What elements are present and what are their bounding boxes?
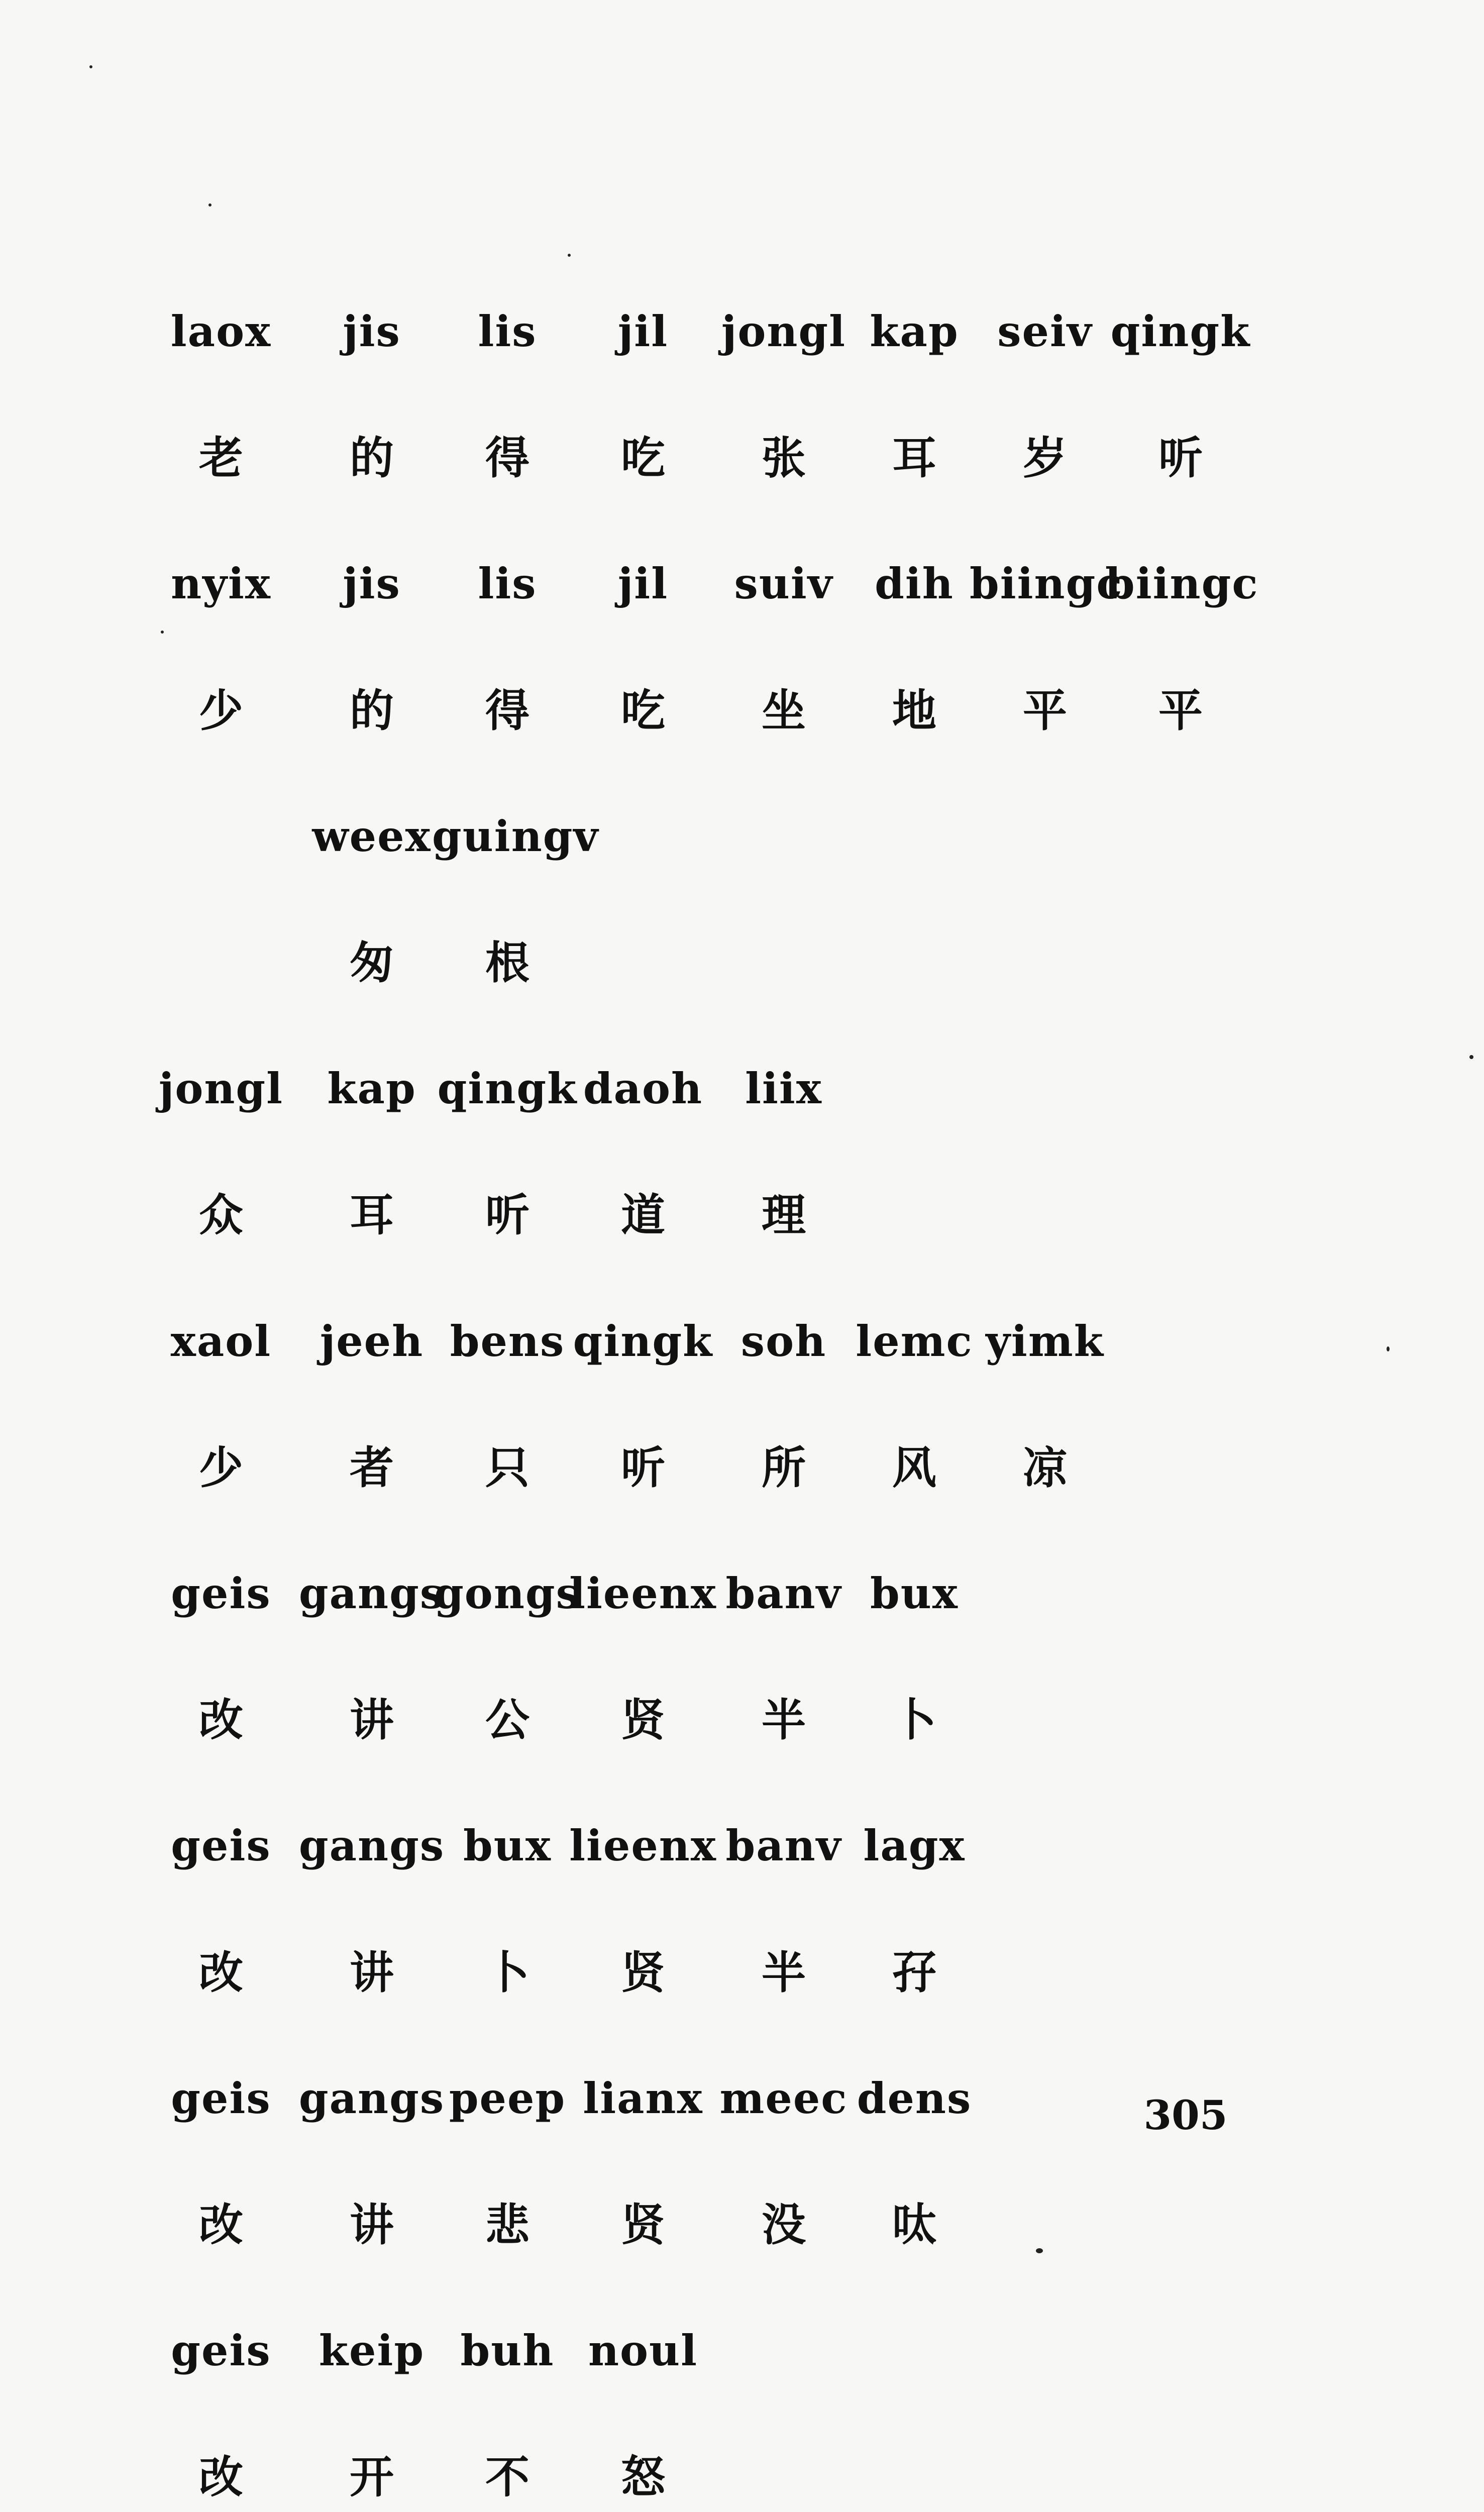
romanized-word: qingk <box>437 1064 578 1114</box>
hanzi-character: 少 <box>198 1441 243 1494</box>
hanzi-gloss-line <box>0 428 1484 488</box>
scan-speck <box>1469 1055 1473 1059</box>
hanzi-character: 平 <box>1022 684 1067 737</box>
hanzi-character: 讲 <box>349 1694 394 1746</box>
romanized-word: banv <box>725 1568 842 1618</box>
romanized-word: nyix <box>171 559 271 609</box>
hanzi-gloss-line <box>0 1185 1484 1245</box>
romanized-word: kap <box>327 1064 416 1114</box>
hanzi-character: 得 <box>485 432 529 484</box>
hanzi-character: 开 <box>349 2451 394 2503</box>
hanzi-character: 岁 <box>1022 432 1067 484</box>
romanized-word: laox <box>170 306 272 356</box>
romanized-word: gangs <box>298 1568 445 1618</box>
hanzi-character: 卜 <box>485 1946 529 1999</box>
romanized-word: jil <box>617 306 669 356</box>
romanized-word: jeeh <box>320 1316 424 1366</box>
romanized-word: gangs <box>298 1821 445 1871</box>
hanzi-character: 吃 <box>620 432 665 484</box>
romanized-word: qingk <box>1110 306 1251 356</box>
hanzi-gloss-line <box>0 1942 1484 2003</box>
romanized-word: bux <box>870 1568 959 1618</box>
hanzi-character: 老 <box>198 432 243 484</box>
romanized-word: jil <box>617 559 669 609</box>
romanized-word: dens <box>857 2073 972 2123</box>
hanzi-character: 听 <box>1158 432 1203 484</box>
hanzi-character: 贤 <box>620 1946 665 1999</box>
scan-speck <box>568 254 571 257</box>
hanzi-character: 耳 <box>349 1189 394 1241</box>
hanzi-character: 得 <box>485 684 529 737</box>
hanzi-gloss-line <box>0 2194 1484 2255</box>
hanzi-character: 半 <box>761 1946 806 1999</box>
scan-speck <box>161 631 164 634</box>
hanzi-character: 不 <box>485 2451 529 2503</box>
hanzi-character: 改 <box>198 1946 243 1999</box>
romanized-word: lemc <box>856 1316 973 1366</box>
romanized-word: geis <box>171 1821 271 1871</box>
hanzi-character: 平 <box>1158 684 1203 737</box>
hanzi-character: 少 <box>198 684 243 737</box>
romanized-word: peep <box>449 2073 566 2123</box>
hanzi-character: 坐 <box>761 684 806 737</box>
hanzi-character: 听 <box>485 1189 529 1241</box>
romanized-line <box>0 806 1484 867</box>
romanized-line <box>0 1816 1484 1876</box>
romanized-word: geis <box>171 1568 271 1618</box>
hanzi-character: 道 <box>620 1189 665 1241</box>
romanized-line <box>0 1311 1484 1372</box>
romanized-word: suiv <box>734 559 833 609</box>
romanized-word: dih <box>875 559 954 609</box>
romanized-word: jis <box>343 306 401 356</box>
romanized-word: liix <box>745 1064 822 1114</box>
romanized-word: noul <box>588 2326 698 2376</box>
hanzi-character: 半 <box>761 1694 806 1746</box>
hanzi-character: 公 <box>485 1694 529 1746</box>
romanized-word: guingv <box>432 811 599 861</box>
romanized-word: bens <box>450 1316 565 1366</box>
scan-speck <box>1036 2248 1043 2253</box>
romanized-word: qingk <box>573 1316 713 1366</box>
hanzi-gloss-line <box>0 2447 1484 2507</box>
romanized-word: soh <box>740 1316 827 1366</box>
hanzi-character: 的 <box>349 684 394 737</box>
hanzi-character: 听 <box>620 1441 665 1494</box>
hanzi-character: 匆 <box>349 936 394 989</box>
romanized-word: lieenx <box>569 1821 717 1871</box>
romanized-line <box>0 2321 1484 2381</box>
hanzi-gloss-line <box>0 1690 1484 1750</box>
hanzi-character: 改 <box>198 2451 243 2503</box>
hanzi-character: 理 <box>761 1189 806 1241</box>
scan-speck <box>1387 1346 1390 1351</box>
romanized-line <box>0 301 1484 362</box>
romanized-word: gongs <box>434 1568 581 1618</box>
hanzi-character: 风 <box>892 1441 936 1494</box>
hanzi-character: 讲 <box>349 1946 394 1999</box>
romanized-word: lieenx <box>569 1568 717 1618</box>
romanized-word: jongl <box>158 1064 284 1114</box>
romanized-word: yimk <box>986 1316 1104 1366</box>
romanized-word: biingc <box>970 559 1123 609</box>
hanzi-character: 众 <box>198 1189 243 1241</box>
romanized-word: lagx <box>863 1821 966 1871</box>
romanized-word: buh <box>460 2326 555 2376</box>
romanized-word: bux <box>463 1821 552 1871</box>
romanized-word: xaol <box>170 1316 272 1366</box>
hanzi-character: 贤 <box>620 2199 665 2251</box>
romanized-word: kap <box>870 306 959 356</box>
page-number: 305 <box>1143 2091 1228 2139</box>
romanized-word: keip <box>319 2326 425 2376</box>
romanized-word: meec <box>719 2073 848 2123</box>
hanzi-character: 地 <box>892 684 936 737</box>
hanzi-character: 改 <box>198 1694 243 1746</box>
romanized-line <box>0 2068 1484 2129</box>
romanized-word: seiv <box>997 306 1093 356</box>
romanized-word: lianx <box>583 2073 703 2123</box>
hanzi-character: 卜 <box>892 1694 936 1746</box>
hanzi-character: 所 <box>761 1441 806 1494</box>
hanzi-character: 只 <box>485 1441 529 1494</box>
hanzi-character: 耳 <box>892 432 936 484</box>
hanzi-character: 讲 <box>349 2199 394 2251</box>
romanized-line <box>0 1563 1484 1624</box>
hanzi-character: 贤 <box>620 1694 665 1746</box>
hanzi-character: 悲 <box>485 2199 529 2251</box>
hanzi-character: 吃 <box>620 684 665 737</box>
romanized-word: weex <box>312 811 432 861</box>
romanized-word: lis <box>478 559 537 609</box>
romanized-word: gangs <box>298 2073 445 2123</box>
romanized-word: biingc <box>1105 559 1259 609</box>
scan-speck <box>89 65 92 68</box>
romanized-word: geis <box>171 2073 271 2123</box>
hanzi-character: 根 <box>485 936 529 989</box>
hanzi-character: 张 <box>761 432 806 484</box>
scan-speck <box>208 203 211 206</box>
hanzi-character: 怒 <box>620 2451 665 2503</box>
romanized-word: geis <box>171 2326 271 2376</box>
hanzi-gloss-line <box>0 1437 1484 1498</box>
hanzi-character: 孖 <box>892 1946 936 1999</box>
romanized-word: lis <box>478 306 537 356</box>
romanized-word: jis <box>343 559 401 609</box>
hanzi-character: 凉 <box>1022 1441 1067 1494</box>
hanzi-character: 呔 <box>892 2199 936 2251</box>
romanized-word: banv <box>725 1821 842 1871</box>
hanzi-character: 改 <box>198 2199 243 2251</box>
romanized-line <box>0 554 1484 614</box>
romanized-word: daoh <box>583 1064 703 1114</box>
hanzi-gloss-line <box>0 680 1484 741</box>
hanzi-character: 的 <box>349 432 394 484</box>
hanzi-gloss-line <box>0 932 1484 993</box>
hanzi-character: 没 <box>761 2199 806 2251</box>
romanized-line <box>0 1059 1484 1119</box>
hanzi-character: 者 <box>349 1441 394 1494</box>
romanized-word: jongl <box>721 306 846 356</box>
